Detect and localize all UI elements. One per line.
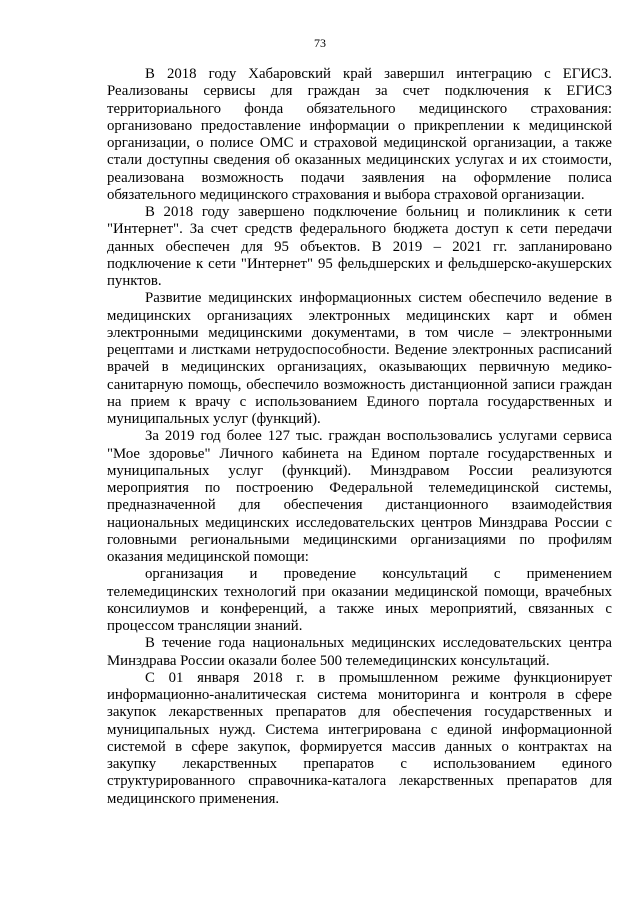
paragraph-procurement-monitoring: С 01 января 2018 г. в промышленном режиме функционирует информационно-аналитическая система мониторинга и контроля в сфере закупок лекарственных препаратов для обеспечения государственных и муниципальных нужд. Система интегрирована с единой информационной системой в сфере закупок, формируется массив данных о контрактах на закупку лекарственных препаратов с использованием единого структурированного справочника-каталога лекарственных препаратов для медицинского применения. [107, 669, 612, 807]
paragraph-national-centers: В течение года национальных медицинских исследовательских центра Минздрава России оказали более 500 телемедицинских консультаций. [107, 635, 612, 669]
paragraph-telemedicine-consultations: организация и проведение консультаций с применением телемедицинских технологий при оказании медицинской помощи, врачебных консилиумов и конференций, а также иных мероприятий, связанных с процессом трансляции знаний. [107, 566, 612, 634]
page-number: 73 [314, 36, 326, 50]
paragraph-internet-connection: В 2018 году завершено подключение больниц и поликлиник к сети "Интернет". За счет средств федерального бюджета доступ к сети передачи данных обеспечен для 95 объектов. В 2019 – 2021 гг. запланировано подключение к сети "Интернет" 95 фельдшерских и фельдшерско-акушерских пунктов. [107, 204, 612, 289]
paragraph-moe-zdorovie: За 2019 год более 127 тыс. граждан воспользовались услугами сервиса "Мое здоровье" Личного кабинета на Едином портале государственных и муниципальных услуг (функций). Минздравом России реализуются мероприятия по построению Федеральной телемедицинской системы, предназначенной для обеспечения дистанционного взаимодействия национальных медицинских исследовательских центров Минздрава России с головными региональными медицинскими организациями по профилям оказания медицинской помощи: [107, 428, 612, 565]
paragraph-egisz-integration: В 2018 году Хабаровский край завершил интеграцию с ЕГИСЗ. Реализованы сервисы для граждан за счет подключения к ЕГИСЗ территориального фонда обязательного медицинского страхования: организовано предоставление информации о прикреплении к медицинской организации, о полисе ОМС и страховой медицинской организации, а также стали доступны сведения об оказанных медицинских услугах и их стоимости, реализована возможность подачи заявления на оформление полиса обязательного медицинского страхования и выбора страховой организации. [107, 66, 612, 203]
paragraph-medical-info-systems: Развитие медицинских информационных систем обеспечило ведение в медицинских организациях электронных медицинских карт и обмен электронными медицинскими документами, в том числе – электронными рецептами и листками нетрудоспособности. Ведение электронных расписаний врачей в медицинских организациях, оказывающих первичную медико-санитарную помощь, обеспечило возможность дистанционной записи граждан на прием к врачу с использованием Единого портала государственных и муниципальных услуг (функций). [107, 290, 612, 427]
body-text [107, 66, 612, 808]
